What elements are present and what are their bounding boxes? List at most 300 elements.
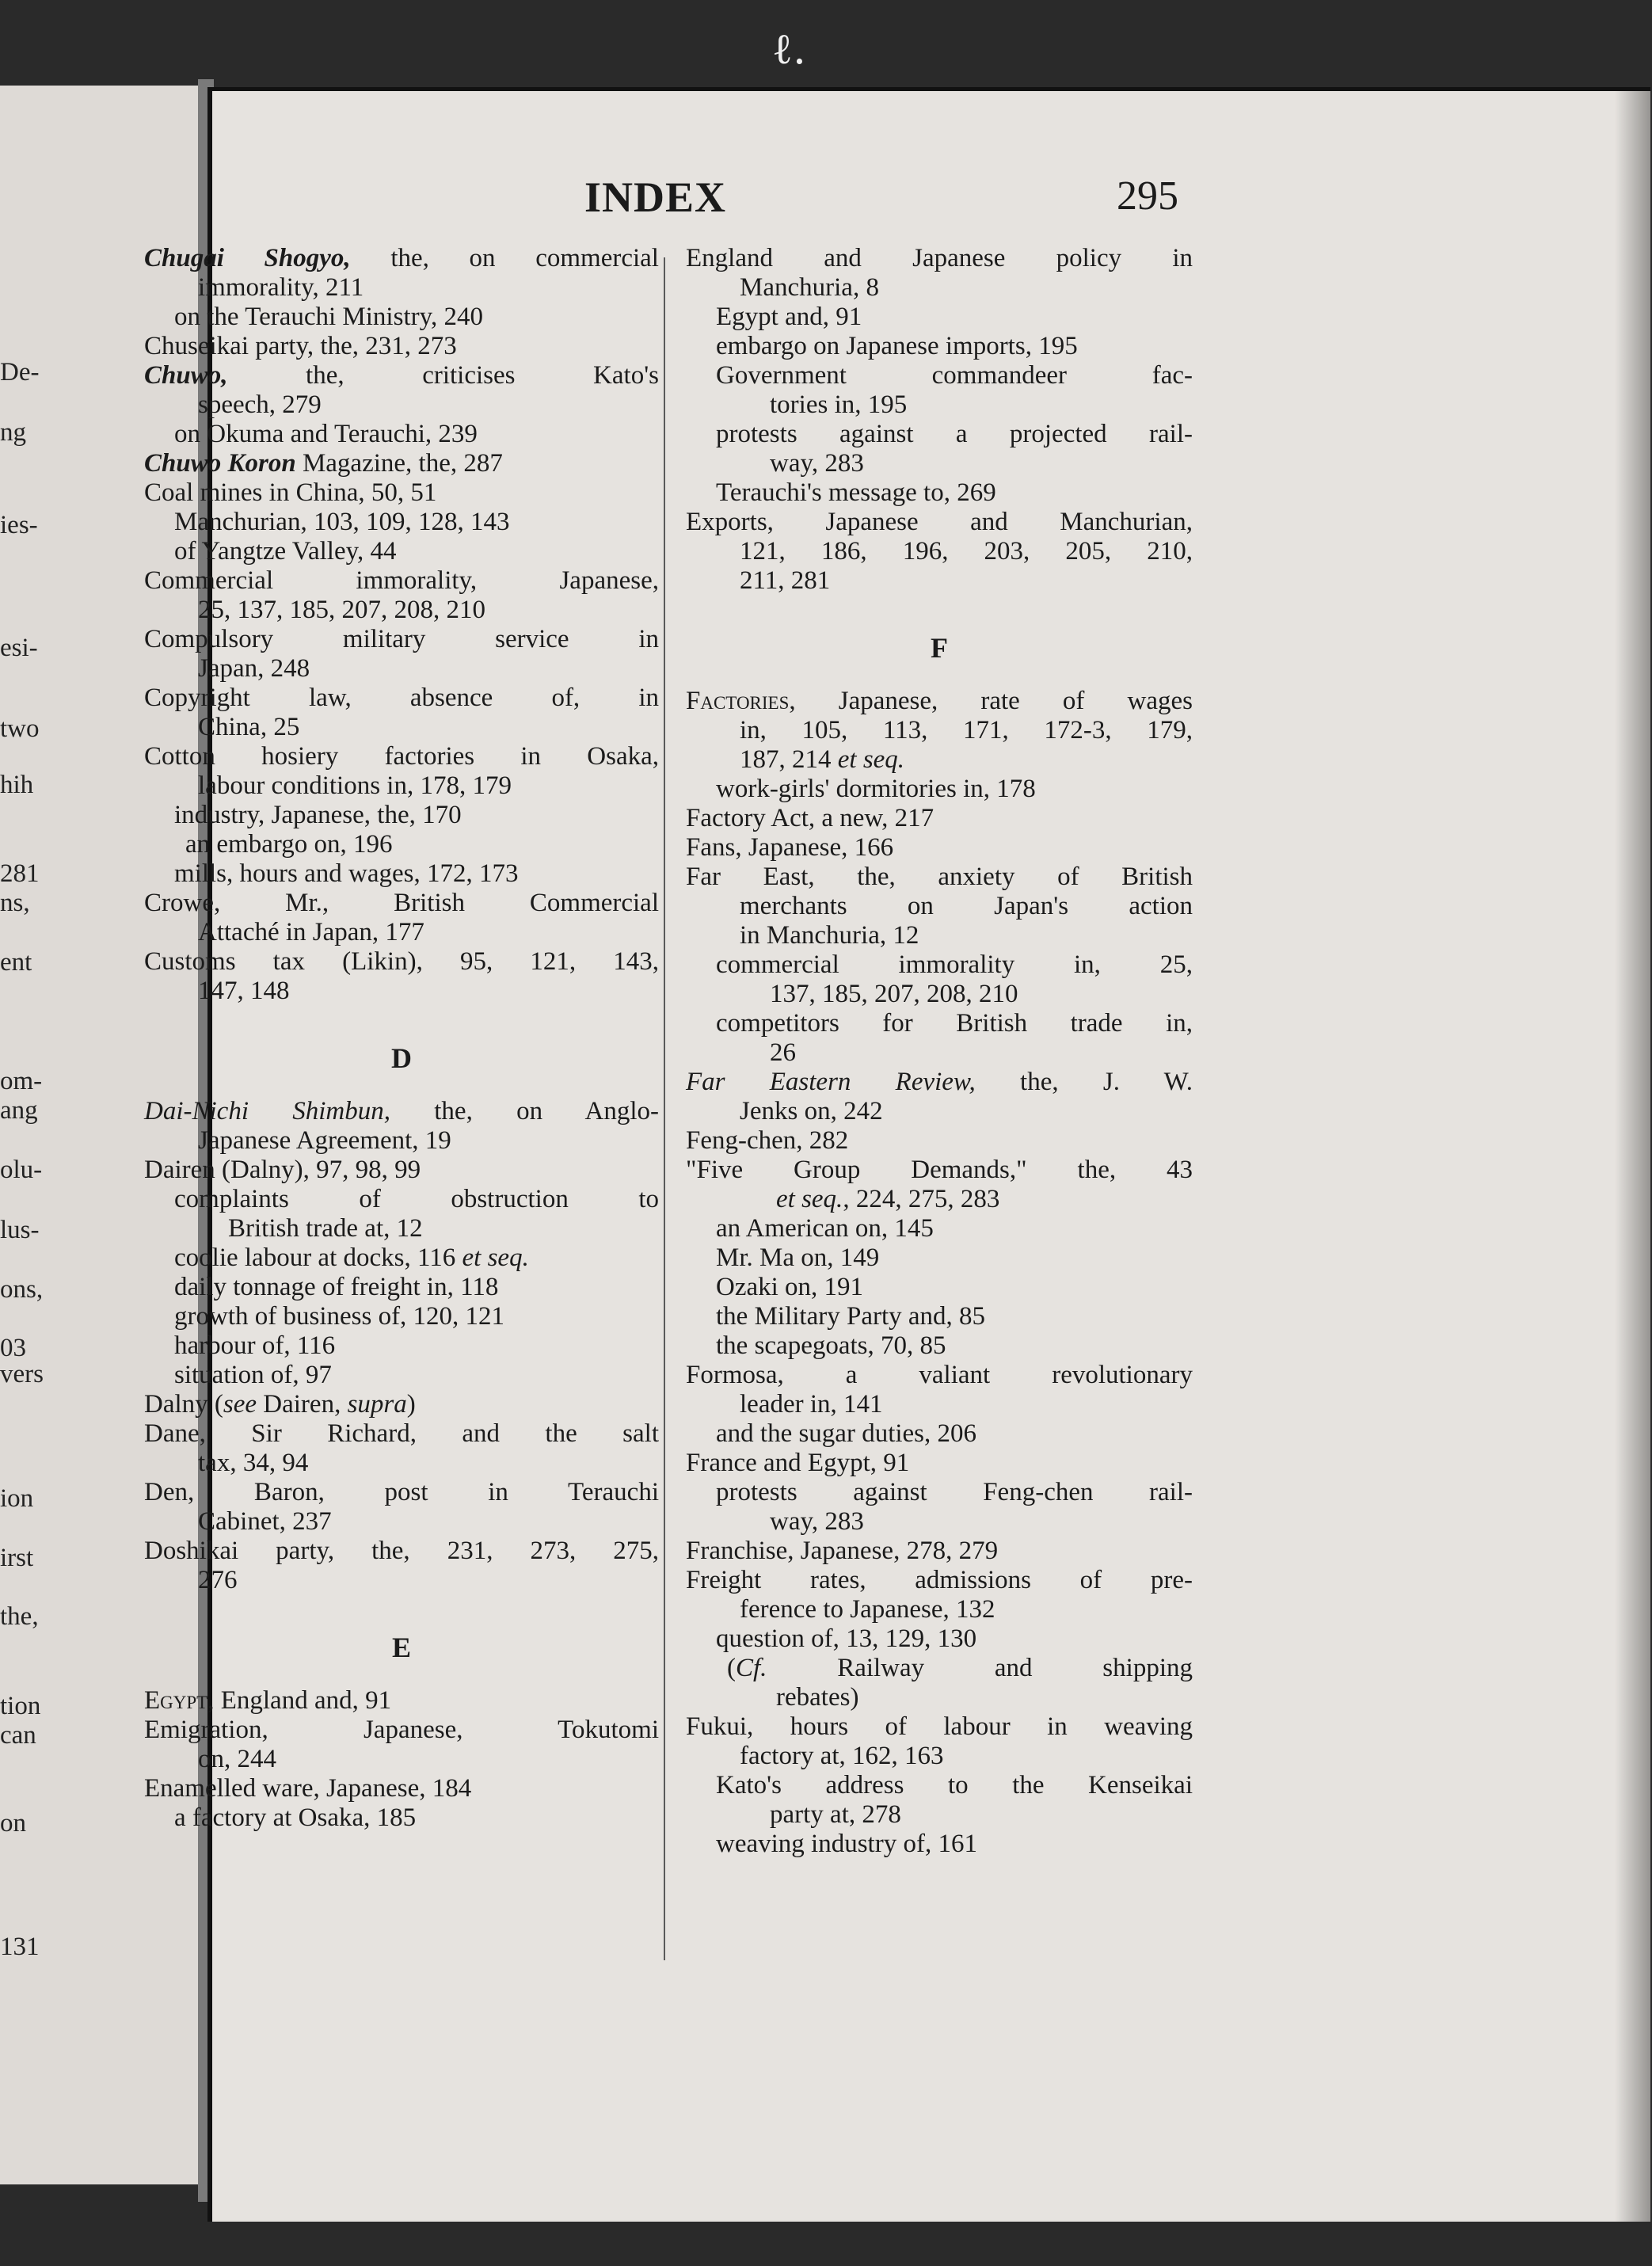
index-line — [144, 449, 659, 478]
index-entry — [686, 1126, 1193, 1156]
index-text: et seq. — [462, 1243, 529, 1272]
index-text: rebates) — [776, 1683, 859, 1712]
index-text: Dairen (Dalny), 97, 98, 99 — [144, 1156, 421, 1184]
section-letter: D — [391, 1042, 412, 1074]
index-line — [686, 332, 1193, 361]
index-line — [686, 1361, 1193, 1390]
index-entry — [686, 508, 1193, 596]
index-text: Freight rates, admissions of pre- — [686, 1566, 1193, 1594]
facing-page-fragment: De- — [0, 358, 40, 387]
index-line — [686, 566, 1193, 596]
index-line — [686, 1478, 1193, 1507]
index-line — [144, 1507, 659, 1537]
index-subentry — [686, 361, 1193, 420]
index-text: growth of business of, 120, 121 — [174, 1302, 505, 1331]
index-line — [686, 1800, 1193, 1830]
index-line — [144, 1803, 659, 1833]
index-text: Far East, the, anxiety of British — [686, 863, 1193, 891]
index-entry — [144, 361, 659, 420]
index-line — [144, 537, 659, 566]
index-text: Customs tax (Likin), 95, 121, 143, — [144, 947, 659, 976]
index-text: commercial immorality in, 25, — [716, 950, 1193, 979]
index-line — [686, 1507, 1193, 1537]
index-text: way, 283 — [770, 449, 864, 478]
index-text: Coal mines in China, 50, 51 — [144, 478, 437, 507]
index-line — [144, 273, 659, 303]
facing-page-fragment: irst — [0, 1544, 34, 1572]
index-line — [686, 1742, 1193, 1771]
index-line — [144, 1745, 659, 1774]
index-line — [686, 775, 1193, 804]
index-subentry — [686, 1771, 1193, 1830]
index-line — [144, 1774, 659, 1803]
index-text: Formosa, a valiant revolutionary — [686, 1361, 1193, 1389]
index-subentry — [686, 1419, 1193, 1449]
index-line — [686, 1449, 1193, 1478]
index-line — [144, 684, 659, 713]
index-line — [686, 420, 1193, 449]
index-text: Copyright law, absence of, in — [144, 684, 659, 712]
index-text: coolie labour at docks, 116 — [174, 1243, 462, 1272]
index-text: 211, 281 — [740, 566, 831, 595]
index-text: , England and, 91 — [207, 1686, 392, 1715]
index-subentry — [686, 332, 1193, 361]
index-line — [144, 420, 659, 449]
index-text: the scapegoats, 70, 85 — [716, 1331, 946, 1360]
index-entry — [686, 1654, 1193, 1712]
index-line — [144, 566, 659, 596]
index-line — [686, 1624, 1193, 1654]
index-entry — [686, 1566, 1193, 1624]
index-line — [144, 332, 659, 361]
facing-page-fragment: esi- — [0, 634, 38, 662]
index-text: Terauchi's message to, 269 — [716, 478, 996, 507]
index-subentry — [144, 1331, 659, 1361]
index-text: Fans, Japanese, 166 — [686, 833, 894, 862]
index-line — [686, 1654, 1193, 1683]
index-text: China, 25 — [198, 713, 300, 741]
index-text: party at, 278 — [770, 1800, 901, 1829]
index-line — [686, 1595, 1193, 1624]
index-text: on, 244 — [198, 1745, 276, 1773]
index-entry — [686, 1712, 1193, 1771]
index-line — [144, 1537, 659, 1566]
index-line — [686, 1771, 1193, 1800]
index-entry — [144, 478, 659, 508]
index-line — [144, 947, 659, 977]
index-text: Far Eastern Review, — [686, 1068, 976, 1096]
index-line — [686, 478, 1193, 508]
index-entry — [686, 833, 1193, 863]
index-line — [686, 804, 1193, 833]
index-subentry — [686, 1302, 1193, 1331]
index-subentry — [144, 1273, 659, 1302]
index-text: Den, Baron, post in Terauchi — [144, 1478, 659, 1506]
index-text: Chuseikai party, the, 231, 273 — [144, 332, 457, 360]
index-entry — [686, 804, 1193, 833]
facing-page-fragment: ons, — [0, 1275, 44, 1304]
index-text: Kato's address to the Kenseikai — [716, 1771, 1193, 1799]
facing-page-fragment: ies- — [0, 511, 38, 539]
index-line — [686, 449, 1193, 478]
index-line — [686, 833, 1193, 863]
index-text: in, 105, 113, 171, 172-3, 179, — [740, 716, 1193, 745]
scan-mark: ℓ. — [772, 24, 807, 74]
index-text: on the Terauchi Ministry, 240 — [174, 303, 483, 331]
index-text: of Yangtze Valley, 44 — [174, 537, 397, 566]
index-line — [144, 801, 659, 830]
index-line — [686, 1683, 1193, 1712]
index-entry — [144, 1537, 659, 1595]
index-text: supra — [347, 1390, 407, 1419]
index-text: weaving industry of, 161 — [716, 1830, 977, 1858]
index-line — [144, 361, 659, 390]
index-text: Cabinet, 237 — [198, 1507, 332, 1536]
index-entry — [144, 244, 659, 303]
index-text: Japanese Agreement, 19 — [198, 1126, 451, 1155]
index-line — [686, 1712, 1193, 1742]
index-line — [686, 244, 1193, 273]
index-text: speech, 279 — [198, 390, 322, 419]
index-line — [144, 1361, 659, 1390]
index-text: factory at, 162, 163 — [740, 1742, 944, 1770]
index-subentry — [686, 1214, 1193, 1243]
index-line — [686, 1038, 1193, 1068]
index-text: Attaché in Japan, 177 — [198, 918, 424, 946]
index-line — [144, 1097, 659, 1126]
index-text: ( — [727, 1654, 736, 1682]
index-subentry — [686, 775, 1193, 804]
index-text: in Manchuria, 12 — [740, 921, 919, 950]
index-text: England and Japanese policy in — [686, 244, 1193, 272]
index-line — [144, 1686, 659, 1716]
facing-page-fragment: ang — [0, 1096, 38, 1125]
index-text: Japan, 248 — [198, 654, 310, 683]
index-column-right — [686, 244, 1193, 1859]
index-line — [686, 687, 1193, 716]
index-entry — [144, 1156, 659, 1185]
section-letter: F — [931, 632, 948, 664]
facing-page-fragment: can — [0, 1721, 36, 1750]
index-text: embargo on Japanese imports, 195 — [716, 332, 1078, 360]
index-line — [686, 361, 1193, 390]
facing-page-fragment: vers — [0, 1360, 44, 1388]
facing-page-fragment: two — [0, 714, 40, 743]
index-text: Exports, Japanese and Manchurian, — [686, 508, 1193, 536]
index-text: on Okuma and Terauchi, 239 — [174, 420, 478, 448]
index-line — [144, 713, 659, 742]
index-line — [144, 1331, 659, 1361]
index-subentry — [144, 1243, 659, 1273]
index-text: Factories — [686, 687, 790, 715]
index-text: way, 283 — [770, 1507, 864, 1536]
index-entry — [144, 625, 659, 684]
index-entry — [144, 1097, 659, 1156]
index-entry — [686, 1361, 1193, 1419]
index-text: Crowe, Mr., British Commercial — [144, 889, 659, 917]
index-text: Jenks on, 242 — [740, 1097, 883, 1125]
index-line — [144, 303, 659, 332]
index-text: Magazine, the, 287 — [295, 449, 503, 478]
index-text: , Japanese, rate of wages — [789, 687, 1193, 715]
index-line — [144, 244, 659, 273]
index-line — [686, 892, 1193, 921]
index-text: 121, 186, 196, 203, 205, 210, — [740, 537, 1193, 566]
index-line — [144, 1302, 659, 1331]
index-entry — [144, 332, 659, 361]
facing-page-fragment: ion — [0, 1484, 34, 1513]
index-line — [686, 950, 1193, 980]
index-text: Ozaki on, 191 — [716, 1273, 864, 1301]
index-line — [686, 863, 1193, 892]
index-subentry — [686, 1478, 1193, 1537]
index-entry — [144, 1419, 659, 1478]
index-text: the, J. W. — [975, 1068, 1193, 1096]
facing-page-fragment: on — [0, 1809, 26, 1838]
index-text: et seq. — [776, 1185, 843, 1213]
index-subentry — [144, 508, 659, 537]
index-text: Commercial immorality, Japanese, — [144, 566, 659, 595]
index-text: the, on Anglo- — [390, 1097, 660, 1125]
index-text: protests against a projected rail- — [716, 420, 1193, 448]
index-line — [144, 1419, 659, 1449]
index-subentry — [144, 1803, 659, 1833]
index-text: tories in, 195 — [770, 390, 908, 419]
index-text: et seq. — [837, 745, 905, 774]
index-line — [144, 390, 659, 420]
index-line — [686, 745, 1193, 775]
index-subentry — [686, 1009, 1193, 1068]
index-line — [144, 1566, 659, 1595]
index-entry — [686, 1156, 1193, 1214]
index-line — [686, 303, 1193, 332]
index-line — [144, 977, 659, 1006]
index-text: Cotton hosiery factories in Osaka, — [144, 742, 659, 771]
index-entry — [144, 1686, 659, 1716]
index-line — [144, 742, 659, 771]
index-subentry — [144, 420, 659, 449]
index-text: Dane, Sir Richard, and the salt — [144, 1419, 659, 1448]
index-subentry — [686, 303, 1193, 332]
index-subentry — [686, 1243, 1193, 1273]
index-line — [144, 596, 659, 625]
column-divider — [664, 257, 665, 1960]
index-text: the Military Party and, 85 — [716, 1302, 986, 1331]
index-text: leader in, 141 — [740, 1390, 883, 1419]
index-text: and the sugar duties, 206 — [716, 1419, 977, 1448]
facing-page-fragment: tion — [0, 1692, 41, 1720]
index-line — [686, 980, 1193, 1009]
index-line — [144, 1185, 659, 1214]
index-subentry — [686, 420, 1193, 478]
facing-page-fragment: om- — [0, 1067, 43, 1095]
index-subentry — [144, 1185, 659, 1243]
index-text: 26 — [770, 1038, 796, 1067]
facing-page-fragment: the, — [0, 1602, 39, 1631]
index-text: Emigration, Japanese, Tokutomi — [144, 1716, 659, 1744]
index-text: protests against Feng-chen rail- — [716, 1478, 1193, 1506]
index-text: tax, 34, 94 — [198, 1449, 309, 1477]
index-subentry — [144, 1361, 659, 1390]
index-text: Railway and shipping — [767, 1654, 1193, 1682]
index-line — [686, 716, 1193, 745]
index-entry — [144, 1390, 659, 1419]
index-line — [686, 1185, 1193, 1214]
index-text: "Five Group Demands," the, 43 — [686, 1156, 1193, 1184]
index-text: complaints of obstruction to — [174, 1185, 659, 1213]
index-text: ference to Japanese, 132 — [740, 1595, 995, 1624]
index-text: mills, hours and wages, 172, 173 — [174, 859, 519, 888]
index-text: Mr. Ma on, 149 — [716, 1243, 880, 1272]
index-text: Manchurian, 103, 109, 128, 143 — [174, 508, 510, 536]
index-text: Fukui, hours of labour in weaving — [686, 1712, 1193, 1741]
index-text: 137, 185, 207, 208, 210 — [770, 980, 1018, 1008]
facing-page-fragment: 281 — [0, 859, 40, 888]
index-line — [144, 1273, 659, 1302]
index-text: Doshikai party, the, 231, 273, 275, — [144, 1537, 659, 1565]
index-line — [144, 478, 659, 508]
page-title: INDEX — [584, 173, 727, 221]
index-text: Chuwo Koron — [144, 449, 296, 478]
index-text: Feng-chen, 282 — [686, 1126, 849, 1155]
index-subentry — [144, 859, 659, 889]
index-subentry — [686, 478, 1193, 508]
index-text: daily tonnage of freight in, 118 — [174, 1273, 499, 1301]
index-text: labour conditions in, 178, 179 — [198, 771, 512, 800]
section-letter: E — [391, 1632, 411, 1663]
index-line — [686, 1273, 1193, 1302]
index-subentry — [144, 537, 659, 566]
index-text: Cf. — [736, 1654, 767, 1682]
index-line — [144, 508, 659, 537]
index-line — [686, 537, 1193, 566]
index-entry — [686, 244, 1193, 303]
index-text: Egypt and, 91 — [716, 303, 862, 331]
index-line — [686, 1419, 1193, 1449]
index-text: Dairen, — [257, 1390, 348, 1419]
index-line — [686, 1009, 1193, 1038]
index-line — [686, 921, 1193, 950]
index-text: 276 — [198, 1566, 238, 1594]
index-line — [686, 1331, 1193, 1361]
index-line — [144, 1390, 659, 1419]
index-entry — [686, 1449, 1193, 1478]
index-text: Dalny ( — [144, 1390, 223, 1419]
index-text: 187, 214 — [740, 745, 838, 774]
index-text: a factory at Osaka, 185 — [174, 1803, 417, 1832]
index-line — [144, 859, 659, 889]
index-text: Compulsory military service in — [144, 625, 659, 653]
index-entry — [144, 1478, 659, 1537]
index-subentry — [686, 1331, 1193, 1361]
facing-page-fragment: ent — [0, 948, 32, 977]
index-text: industry, Japanese, the, 170 — [174, 801, 462, 829]
index-entry — [686, 687, 1193, 775]
index-text: the, criticises Kato's — [227, 361, 659, 390]
index-text: Government commandeer fac- — [716, 361, 1193, 390]
index-line — [144, 918, 659, 947]
facing-page-fragment: ng — [0, 418, 26, 447]
index-text: Dai-Nichi Shimbun, — [144, 1097, 390, 1125]
index-text: France and Egypt, 91 — [686, 1449, 910, 1477]
facing-page-fragment: ns, — [0, 889, 30, 917]
facing-page-fragment: 131 — [0, 1933, 40, 1961]
page-number: 295 — [1117, 173, 1178, 219]
index-line — [686, 1243, 1193, 1273]
index-entry — [686, 1537, 1193, 1566]
index-line — [144, 1478, 659, 1507]
index-subentry — [144, 830, 659, 859]
index-entry — [144, 449, 659, 478]
index-line — [686, 1214, 1193, 1243]
index-subentry — [686, 1273, 1193, 1302]
index-line — [144, 625, 659, 654]
facing-page-fragment: olu- — [0, 1156, 43, 1184]
index-text: merchants on Japan's action — [740, 892, 1193, 920]
index-entry — [144, 566, 659, 625]
index-text: , 224, 275, 283 — [843, 1185, 1000, 1213]
index-line — [686, 1126, 1193, 1156]
index-line — [686, 1068, 1193, 1097]
index-entry — [144, 1774, 659, 1803]
index-line — [144, 1156, 659, 1185]
index-text: Factory Act, a new, 217 — [686, 804, 934, 832]
index-text: question of, 13, 129, 130 — [716, 1624, 977, 1653]
index-subentry — [686, 1624, 1193, 1654]
index-subentry — [144, 1302, 659, 1331]
index-column-left — [144, 244, 659, 1833]
index-line — [686, 273, 1193, 303]
index-text: immorality, 211 — [198, 273, 364, 302]
index-line — [144, 1243, 659, 1273]
index-line — [686, 1830, 1193, 1859]
index-text: harbour of, 116 — [174, 1331, 336, 1360]
index-subentry — [144, 303, 659, 332]
index-line — [686, 1566, 1193, 1595]
index-line — [144, 654, 659, 684]
index-entry — [686, 863, 1193, 950]
index-text: Chuwo, — [144, 361, 228, 390]
index-text: 25, 137, 185, 207, 208, 210 — [198, 596, 485, 624]
index-entry — [144, 947, 659, 1006]
index-subentry — [144, 801, 659, 830]
index-entry — [144, 742, 659, 801]
index-text: an embargo on, 196 — [185, 830, 393, 859]
index-text: ) — [406, 1390, 416, 1419]
index-text: British trade at, 12 — [228, 1214, 423, 1243]
index-text: an American on, 145 — [716, 1214, 934, 1243]
index-line — [144, 1126, 659, 1156]
index-line — [686, 508, 1193, 537]
index-subentry — [686, 1830, 1193, 1859]
index-line — [686, 1156, 1193, 1185]
index-line — [144, 1716, 659, 1745]
index-text: Manchuria, 8 — [740, 273, 879, 302]
index-text: Franchise, Japanese, 278, 279 — [686, 1537, 999, 1565]
facing-page-fragment: hih — [0, 771, 34, 799]
index-text: competitors for British trade in, — [716, 1009, 1193, 1038]
index-line — [686, 390, 1193, 420]
index-line — [686, 1302, 1193, 1331]
facing-page-fragment: 03 — [0, 1334, 26, 1362]
index-line — [144, 889, 659, 918]
index-line — [686, 1390, 1193, 1419]
index-line — [144, 1214, 659, 1243]
index-line — [144, 771, 659, 801]
index-text: Enamelled ware, Japanese, 184 — [144, 1774, 472, 1803]
index-line — [686, 1097, 1193, 1126]
index-line — [144, 1449, 659, 1478]
